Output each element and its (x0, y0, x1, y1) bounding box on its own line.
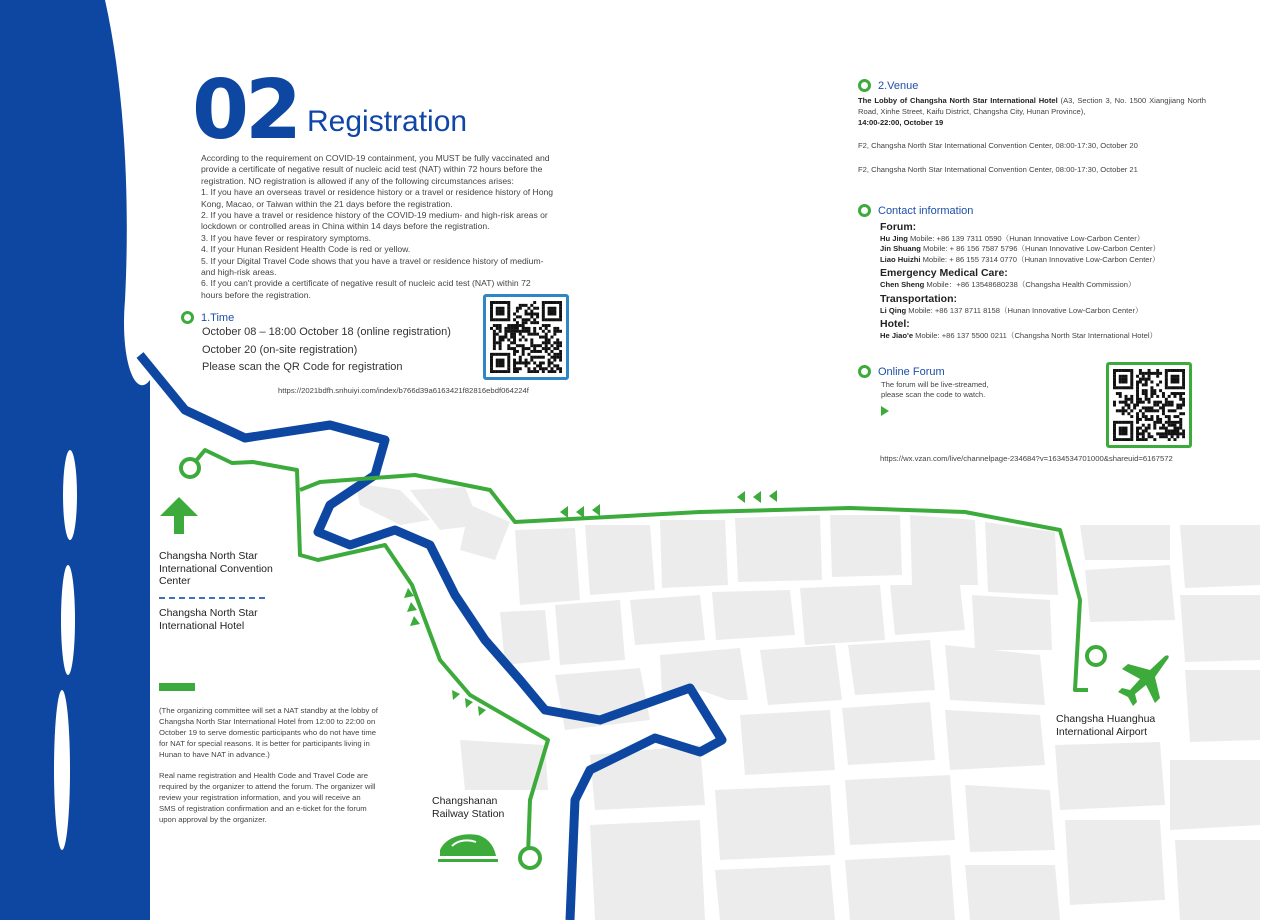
contact-info: Mobile: + 86 155 7314 0770（Hunan Innovative Low-Carbon Center） (920, 254, 1160, 264)
contact-name: Jin Shuang (880, 244, 921, 254)
bullet-circle-icon (858, 79, 871, 92)
intro-line: 1. If you have an overseas travel or residence history or a travel or residence history of Hong (201, 187, 554, 198)
contact-row (880, 255, 1210, 265)
hotel-label (159, 607, 258, 632)
registration-qr-code[interactable] (483, 294, 569, 380)
venue-hotel-address: (A3, Section 3, No. 1500 Xiangjiang North Road, Xinhe Street, Kaifu District, Changsha City, Hunan Province), (858, 96, 1206, 116)
venue-heading (858, 77, 918, 95)
contact-group-medical: Emergency Medical Care: (880, 267, 1008, 280)
venue-item: F2, Changsha North Star International Convention Center, 08:00-17:30, October 21 (858, 165, 1138, 175)
contact-row (880, 244, 1210, 254)
contact-name: Hu Jing (880, 234, 908, 243)
intro-line: hours before the registration. (201, 289, 311, 300)
livestream-url[interactable]: https://wx.vzan.com/live/channelpage-234684?v=1634534701000&shareuid=6167572 (880, 454, 1173, 463)
map-label-line: Changsha North Star (159, 607, 258, 619)
airport-marker (1087, 647, 1105, 665)
time-line: Please scan the QR Code for registration (202, 361, 403, 373)
intro-line: Kong, Macao, or Taiwan within the 21 days before the registration. (201, 198, 453, 209)
contact-heading (858, 202, 973, 220)
intro-line: 6. If you can't provide a certificate of negative result of nucleic acid test (NAT) within 72 (201, 278, 531, 289)
contact-row (880, 280, 1210, 290)
river-shape (0, 0, 150, 920)
railway-station-label (432, 795, 504, 820)
intro-line: provide a certificate of negative result of nucleic acid test (NAT) within 72 hours before the (201, 164, 543, 175)
online-forum-heading (858, 363, 945, 381)
contact-row (880, 306, 1210, 316)
registration-requirements (201, 153, 561, 301)
notes-accent-bar (159, 683, 195, 691)
time-line: October 08 – 18:00 October 18 (online registration) (202, 326, 451, 338)
venue-hotel-time: 14:00-22:00, October 19 (858, 117, 944, 127)
venue-heading-label: 2.Venue (878, 79, 919, 92)
map-label-line: International Hotel (159, 619, 245, 632)
map-label-line: Changshanan (432, 795, 498, 807)
map-label-line: International Convention (159, 562, 273, 575)
intro-line: According to the requirement on COVID-19 containment, you MUST be fully vaccinated and (201, 153, 550, 163)
contact-heading-label: Contact information (878, 204, 974, 217)
start-marker (181, 459, 199, 477)
airport-label (1056, 713, 1155, 738)
airplane-icon (1118, 655, 1169, 706)
contact-list (880, 219, 1210, 341)
time-details (202, 324, 451, 377)
map-label-line: Changsha North Star (159, 550, 258, 562)
contact-row (880, 331, 1210, 341)
livestream-qr-code[interactable] (1106, 362, 1192, 448)
contact-name: Chen Sheng (880, 280, 925, 290)
online-desc-line: The forum will be live-streamed, (881, 380, 989, 389)
bullet-circle-icon (181, 311, 194, 324)
river-highlight (54, 690, 70, 850)
contact-info: Mobile: +86 137 5500 0211（Changsha North Star International Hotel） (913, 331, 1158, 341)
map-label-line: Center (159, 575, 191, 587)
venue-arrow-icon (160, 497, 198, 534)
contact-group-forum: Forum: (880, 221, 917, 233)
venue-hotel-name: The Lobby of Changsha North Star International Hotel (858, 96, 1058, 105)
map-label-line: Changsha Huanghua (1056, 713, 1156, 725)
intro-line: registration. NO registration is allowed if any of the following circumstances arises: (201, 175, 514, 186)
time-heading-label: 1.Time (201, 311, 235, 324)
note-paragraph: Real name registration and Health Code and Travel Code are required by the organizer to attend the forum. The organizer will review your registration information, and you will receive an SMS of registration confirmation and an e-ticket for the forum upon approval by the organizer. (159, 771, 376, 824)
bullet-circle-icon (858, 365, 871, 378)
registration-notes (159, 705, 379, 835)
railway-marker (520, 848, 540, 868)
registration-url[interactable]: https://2021bdfh.snhuiyi.com/index/b766d39a6163421f82816ebdf064224f (278, 386, 529, 395)
contact-info: Mobile：+86 13548680238（Changsha Health Commission） (924, 280, 1136, 290)
online-heading-label: Online Forum (878, 365, 945, 378)
contact-name: He Jiao'e (880, 331, 914, 341)
intro-line: lockdown or controlled areas in China within 14 days before the registration. (201, 221, 490, 232)
label-divider (159, 597, 265, 599)
contact-group-transport: Transportation: (880, 292, 958, 305)
intro-line: 2. If you have a travel or residence history of the COVID-19 medium- and high-risk areas or (201, 210, 548, 221)
qr-code-icon (490, 301, 562, 373)
contact-group-hotel: Hotel: (880, 318, 910, 331)
venue-item: F2, Changsha North Star International Convention Center, 08:00-17:30, October 20 (858, 141, 1138, 151)
intro-line: 3. If you have fever or respiratory symptoms. (201, 232, 372, 243)
contact-row (880, 234, 1210, 244)
online-desc-line: please scan the code to watch. (881, 390, 986, 400)
contact-name: Li Qing (880, 305, 907, 315)
river-highlight (63, 450, 77, 540)
intro-line: 4. If your Hunan Resident Health Code is red or yellow. (201, 244, 411, 255)
map-label-line: Railway Station (432, 807, 505, 820)
convention-center-label (159, 550, 273, 588)
map-label-line: International Airport (1056, 725, 1148, 738)
qr-code-icon (1113, 369, 1185, 441)
section-number: 02 (192, 63, 299, 158)
intro-line: and high-risk areas. (201, 267, 277, 278)
section-title: Registration (307, 105, 468, 138)
time-line: October 20 (on-site registration) (202, 343, 358, 356)
venue-details (858, 96, 1206, 189)
online-forum-desc (881, 380, 989, 401)
contact-name: Liao Huizhi (880, 254, 921, 264)
contact-info: Mobile: + 86 156 7587 5796（Hunan Innovative Low-Carbon Center） (920, 244, 1161, 254)
contact-info: Mobile: +86 137 8711 8158（Hunan Innovative Low-Carbon Center） (906, 305, 1143, 315)
intro-line: 5. If your Digital Travel Code shows that you have a travel or residence history of medium- (201, 255, 544, 266)
contact-info: Mobile: +86 139 7311 0590（Hunan Innovative Low-Carbon Center） (907, 234, 1145, 243)
river-highlight (61, 565, 75, 675)
train-icon (438, 834, 498, 862)
note-paragraph: (The organizing committee will set a NAT standby at the lobby of Changsha North Star International Hotel from 12:00 to 22:00 on October 19 to serve domestic participants who do not have time for NAT for special reasons. It is better for participants living in Hunan to have NAT in advance.) (159, 706, 378, 759)
play-arrow-icon (881, 406, 889, 416)
bullet-circle-icon (858, 204, 871, 217)
